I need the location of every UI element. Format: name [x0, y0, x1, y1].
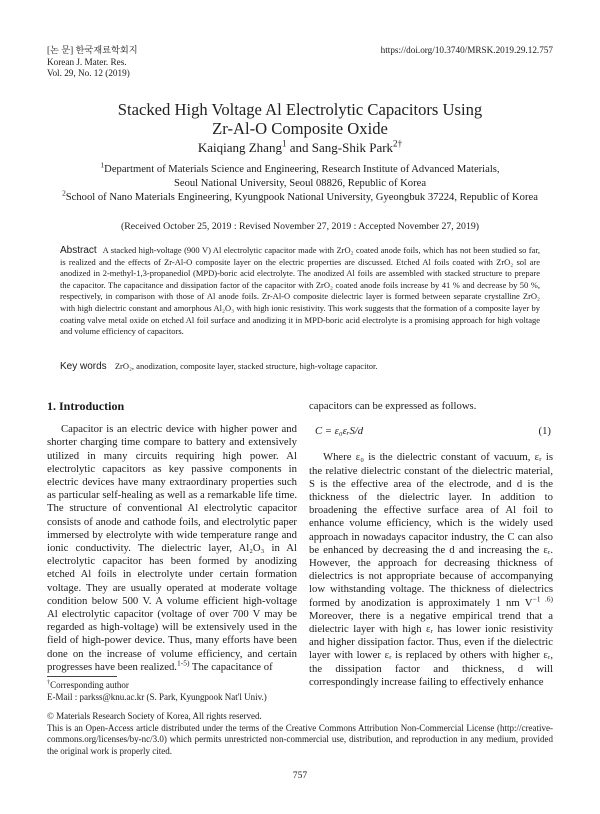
affil-2: School of Nano Materials Engineering, Kyungpook National University, Gyeongbuk 37224, Republic of Korea	[65, 192, 538, 203]
intro-paragraph-left	[47, 423, 297, 674]
paper-title	[40, 100, 560, 138]
intro-left-tail: The capacitance of	[189, 660, 273, 673]
corresponding-mark: †	[47, 679, 51, 686]
author-1: Kaiqiang Zhang	[197, 140, 282, 155]
license-notice: This is an Open-Access article distributed under the terms of the Creative Commons Attribution Non-Commercial License (http://creative-commons.org/licenses/by-nc/3.0) which permits unrestricted non-commercial use, distribution, and reproduction in any medium, provided the original work is properly cited.	[47, 722, 553, 756]
title-line-2: Zr-Al-O Composite Oxide	[212, 119, 388, 138]
author-conjunction: and	[286, 140, 312, 155]
left-column	[47, 400, 297, 674]
affil-1-mark: 1	[100, 160, 105, 170]
equation-1	[315, 425, 551, 438]
keywords-text: ZrO₂, anodization, composite layer, stacked structure, high-voltage capacitor.	[114, 361, 378, 371]
section-heading: 1. Introduction	[47, 399, 125, 413]
equation-number: (1)	[538, 425, 551, 438]
affil-2-mark: 2	[62, 188, 66, 198]
page-number: 757	[292, 770, 308, 781]
doi-link[interactable]: https://doi.org/10.3740/MRSK.2019.29.12.757	[380, 45, 553, 55]
equation-intro: capacitors can be expressed as follows.	[309, 400, 477, 412]
author-list	[40, 140, 560, 156]
author-2-affil-mark: 2†	[393, 138, 403, 149]
journal-korean-title: [논 문] 한국재료학회지	[47, 45, 138, 55]
keywords-label: Key words	[60, 361, 107, 372]
author-2: Sang-Shik Park	[311, 140, 394, 155]
keywords-block	[60, 361, 540, 372]
author-1-affil-mark: 1	[281, 138, 287, 149]
abstract-label: Abstract	[60, 245, 97, 256]
affil-1-line-1: Department of Materials Science and Engineering, Research Institute of Advanced Materials,	[104, 164, 500, 175]
intro-right-text-1: Where ε₀ is the dielectric constant of vacuum, εᵣ is the relative dielectric constant of the dielectric material, S is the effective area of the electrode, and d is the thickness of the dielectric layer. In addition to broadening the effective surface area of Al foil to enhance volume efficiency, which is the widely used approach in nowadays capacitor industry, the C can also be enhanced by decreasing the d and increasing the εᵣ. However, the approach for decreasing thickness of dielectrics is not appropriate because of accompanying low withstanding voltage. The thickness of dielectrics formed by anodization is approximately 1 nm V	[309, 451, 553, 609]
corresponding-author-label: Corresponding author	[50, 680, 129, 690]
copyright-notice: © Materials Research Society of Korea, All rights reserved.	[47, 711, 262, 721]
journal-abbreviation: Korean J. Mater. Res.	[47, 56, 127, 67]
journal-header	[47, 45, 138, 80]
citation-1-5: 1-5)	[176, 658, 190, 668]
title-line-1: Stacked High Voltage Al Electrolytic Capacitors Using	[117, 100, 483, 119]
abstract-block	[60, 245, 540, 338]
intro-paragraph-right	[309, 451, 553, 689]
footnotes	[47, 680, 553, 757]
intro-right-text-2: Moreover, there is a negative empirical trend that a dielectric layer with high εᵣ has lower ionic resistivity and higher dissipation factor. Thus, even if the dielectric layer with lower εᵣ is replaced by others with higher εᵣ, the dissipation factor and thickness, d will correspondingly increase failing to effectively enhance	[309, 609, 553, 688]
received-dates: (Received October 25, 2019 : Revised November 27, 2019 : Accepted November 27, 2019)	[120, 221, 480, 232]
abstract-text: A stacked high-voltage (900 V) Al electrolytic capacitor made with ZrO₂ coated anode foils, which has not been studied so far, is realized and the effects of Zr-Al-O composite layer on the electric properties are discussed. Etched Al foils coated with ZrO₂ sol are anodized in 2-methyl-1,3-propanediol (MPD)-boric acid electrolyte. The anodized Al foils are assembled with stacked structure to prepare the capacitor. The capacitance and dissipation factor of the capacitor with ZrO₂ coated anode foils increase by 41 % and decrease by 50 %, respectively, in comparison with those of Al anode foils. Zr-Al-O composite dielectric layer is formed between separate crystalline ZrO₂ with high dielectric constant and amorphous Al₂O₃ with high ionic resistivity. This work suggests that the formation of a composite layer by coating valve metal oxide on etched Al foil surface and anodizing it in MPD-boric acid electrolyte is a promising approach for high voltage and volume efficiency of capacitors.	[60, 245, 540, 337]
equation-expression: C = ε₀εᵣS/d	[315, 425, 364, 438]
corresponding-email[interactable]: E-Mail : parkss@knu.ac.kr (S. Park, Kyungpook Nat'l Univ.)	[47, 691, 267, 702]
citation-6: −1 .6)	[532, 594, 553, 604]
right-column	[309, 400, 553, 689]
footnote-divider	[47, 676, 117, 677]
intro-left-text: Capacitor is an electric device with higher power and shorter charging time compare to battery and extensively utilized in many circuits requiring high power. Al electrolytic capacitors as key passive components in electric devices have many extraordinary properties such as particular self-healing as well as a remarkable life time. The structure of conventional Al electrolytic capacitor consists of anode and cathode foils, and electrolytic paper immersed by electrolyte with wide temperature range and ionic conductivity. The dielectric layer, Al₂O₃ in Al electrolytic capacitor has been formed by anodizing etched Al foils in electrolyte under certain formation voltage. They are usually operated at moderate voltage condition below 500 V. A volume efficient high-voltage Al electrolytic capacitor (voltage of over 700 V may be regarded as high-voltage) will be extensively used in the field of high-power device. Thus, many efforts have been done on the increase of volume efficiency, and certain progresses have been realized.	[47, 423, 297, 673]
journal-volume: Vol. 29, No. 12 (2019)	[47, 68, 130, 79]
affiliations	[40, 160, 560, 205]
affil-1-line-2: Seoul National University, Seoul 08826, Republic of Korea	[173, 178, 427, 189]
